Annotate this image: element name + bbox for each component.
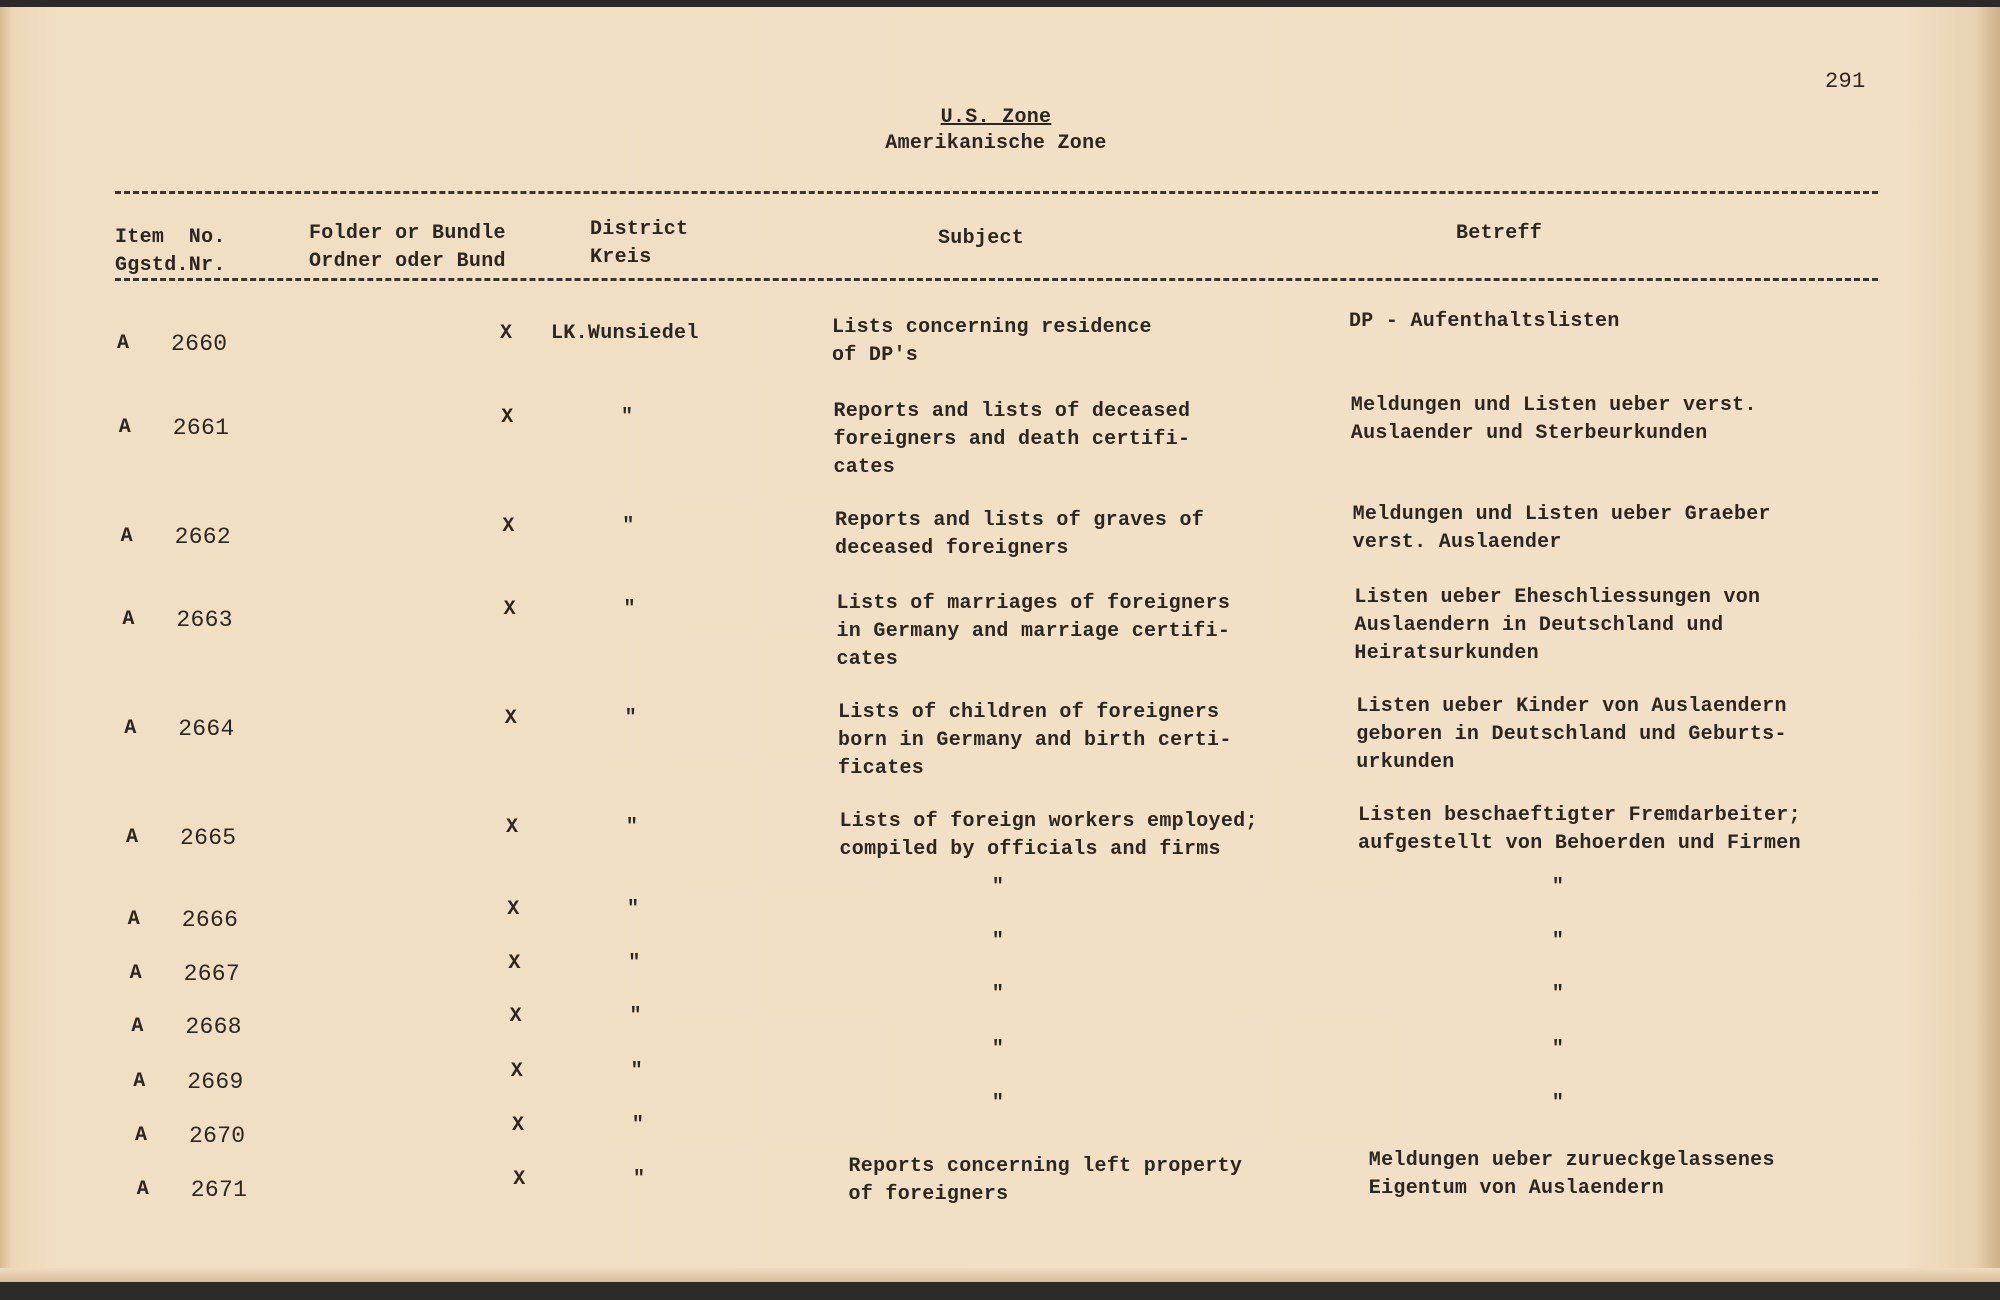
folder-mark: X [504, 707, 518, 730]
subject: Lists of marriages of foreigners in Germany and marriage certifi- cates [836, 592, 1231, 671]
item-prefix: A [117, 332, 130, 355]
item-prefix: A [135, 1124, 148, 1147]
header-item: Item No. [115, 226, 226, 249]
item-number: 2664 [178, 716, 235, 742]
folder-mark: X [506, 816, 519, 839]
header-folder-de: Ordner oder Bund [309, 250, 506, 273]
folder-mark: X [503, 598, 516, 621]
district: " [628, 952, 641, 975]
subject: " [991, 876, 1005, 899]
item-number: 2661 [172, 415, 230, 441]
district: " [623, 598, 636, 621]
header-betreff: Betreff [1456, 222, 1543, 245]
item-number: 2670 [189, 1123, 246, 1149]
header-subject: Subject [938, 227, 1025, 250]
subject: " [991, 983, 1005, 1006]
district: " [629, 1005, 642, 1028]
item-number: 2669 [187, 1069, 244, 1095]
item-prefix: A [136, 1178, 150, 1201]
betreff: Meldungen und Listen ueber Graeber verst. Auslaender [1352, 503, 1771, 554]
district: " [630, 1060, 643, 1083]
district: " [631, 1114, 645, 1137]
subject: " [991, 1038, 1005, 1061]
scan-bottom-border [0, 1282, 2000, 1300]
district: " [625, 816, 639, 839]
betreff: " [1551, 1038, 1565, 1061]
item-number: 2662 [174, 524, 232, 550]
header-item-de: Ggstd.Nr. [115, 254, 226, 277]
district: " [624, 707, 637, 730]
page-title: U.S. Zone [940, 106, 1052, 129]
header-rule-top [115, 191, 1878, 194]
item-number: 2671 [190, 1177, 248, 1203]
item-prefix: A [129, 962, 142, 985]
item-prefix: A [120, 525, 133, 548]
page-bottom-edge [0, 1268, 2000, 1282]
folder-mark: X [501, 406, 514, 429]
betreff: Meldungen und Listen ueber verst. Auslaender und Sterbeurkunden [1350, 394, 1757, 445]
item-number: 2668 [185, 1014, 242, 1040]
subject: Lists of children of foreigners born in Germany and birth certi- ficates [838, 701, 1232, 780]
subject: " [991, 930, 1005, 953]
district: LK.Wunsiedel [551, 322, 699, 345]
betreff: " [1551, 876, 1565, 899]
header-district: District [590, 218, 689, 241]
item-number: 2667 [183, 961, 241, 987]
item-prefix: A [126, 826, 139, 849]
betreff: Listen beschaeftigter Fremdarbeiter; aufgestellt von Behoerden und Firmen [1358, 804, 1801, 855]
subject: Lists concerning residence of DP's [832, 316, 1152, 367]
folder-mark: X [513, 1168, 526, 1191]
item-number: 2660 [171, 331, 228, 357]
subject: Lists of foreign workers employed; compiled by officials and firms [839, 810, 1258, 861]
folder-mark: X [509, 1005, 522, 1028]
item-prefix: A [133, 1070, 146, 1093]
item-prefix: A [118, 416, 132, 439]
header-district-de: Kreis [590, 246, 652, 269]
subject: Reports and lists of deceased foreigners and death certifi- cates [833, 400, 1191, 479]
folder-mark: X [510, 1060, 524, 1083]
subject: Reports concerning left property of foreigners [848, 1155, 1243, 1206]
district: " [633, 1168, 646, 1191]
item-prefix: A [131, 1015, 144, 1038]
district: " [622, 515, 635, 538]
folder-mark: X [500, 322, 513, 345]
folder-mark: X [508, 952, 521, 975]
item-number: 2663 [176, 607, 233, 633]
betreff: DP - Aufenthaltslisten [1349, 310, 1620, 333]
betreff: Meldungen ueber zurueckgelassenes Eigentum von Auslaendern [1368, 1149, 1775, 1200]
district: " [621, 406, 634, 429]
item-prefix: A [122, 608, 135, 631]
betreff: " [1551, 983, 1565, 1006]
scan-top-border [0, 0, 2000, 7]
betreff: " [1551, 1092, 1565, 1115]
betreff: Listen ueber Eheschliessungen von Auslaendern in Deutschland und Heiratsurkunden [1354, 586, 1761, 665]
folder-mark: X [507, 898, 520, 921]
header-rule-bottom [115, 278, 1878, 281]
item-number: 2666 [181, 907, 239, 933]
page-number: 291 [1825, 69, 1866, 94]
item-prefix: A [127, 908, 141, 931]
subject: " [991, 1092, 1005, 1115]
folder-mark: X [512, 1114, 525, 1137]
district: " [627, 898, 640, 921]
betreff: " [1551, 930, 1565, 953]
subject: Reports and lists of graves of deceased foreigners [835, 509, 1205, 560]
header-folder: Folder or Bundle [309, 222, 506, 245]
page-subtitle: Amerikanische Zone [885, 132, 1107, 155]
item-number: 2665 [180, 825, 237, 851]
betreff: Listen ueber Kinder von Auslaendern geboren in Deutschland und Geburts- urkunden [1356, 695, 1787, 774]
folder-mark: X [502, 515, 515, 538]
item-prefix: A [124, 717, 137, 740]
